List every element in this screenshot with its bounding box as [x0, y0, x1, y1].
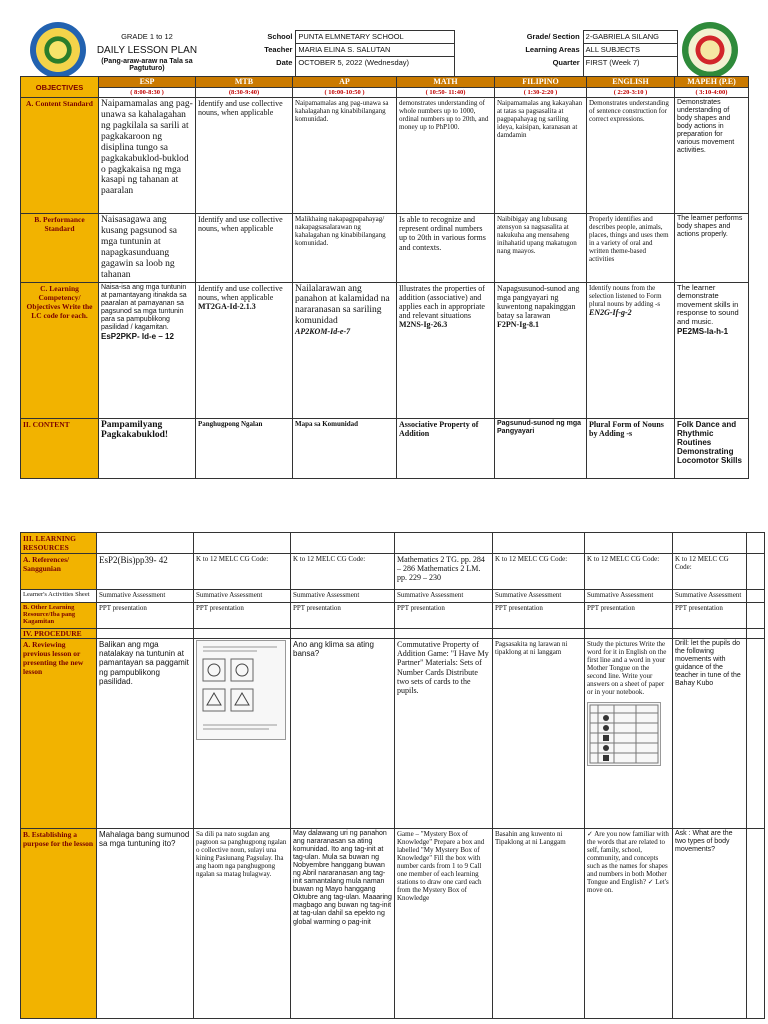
- cell-math: Mathematics 2 TG. pp. 284 – 286 Mathematics 2 LM. pp. 229 – 230: [395, 554, 493, 590]
- row-label-references: A. References/ Sanggunian: [21, 554, 97, 590]
- cell-filipino: Pagsunud-sunod ng mga Pangyayari: [495, 418, 587, 478]
- cell-english: K to 12 MELC CG Code:: [585, 554, 673, 590]
- school-value: PUNTA ELMNETARY SCHOOL: [296, 31, 455, 44]
- cell-mapeh: Folk Dance and Rhythmic Routines Demonstrating Locomotor Skills: [675, 418, 749, 478]
- cell-mtb: Sa dili pa nato sugdan ang pagtoon sa panghugpong ngalan o collective noun, sulayi una kining Pasiunang Pagsulay. Iha ang haom nga panghugpong ngalan sa matag hulagway.: [194, 829, 291, 1019]
- cell-ap: Malikhaing nakapagpapahayag/ nakapagsasalarawan ng kahalagahan ng kinabibilangang komunidad.: [293, 214, 397, 283]
- grade-section-value: 2-GABRIELA SILANG: [583, 31, 677, 44]
- cell-mtb: Summative Assessment: [194, 590, 291, 603]
- picture-word-table-icon: [588, 703, 660, 765]
- table-row: [21, 554, 765, 590]
- date-value: OCTOBER 5, 2022 (Wednesday): [296, 57, 455, 79]
- cell-math: Is able to recognize and represent ordinal numbers up to 20th in various forms and contexts.: [397, 214, 495, 283]
- table-row: [21, 590, 765, 603]
- competency-text: Illustrates the properties of addition (associative) and applies each in appropriate and relevant situations: [399, 283, 485, 321]
- cell-ap: [293, 282, 397, 418]
- row-label-procedure: IV. PROCEDURE: [21, 629, 97, 639]
- cell-filipino: PPT presentation: [493, 603, 585, 629]
- cell-esp: Mahalaga bang sumunod sa mga tuntuning ito?: [97, 829, 194, 1019]
- cell-esp: Summative Assessment: [97, 590, 194, 603]
- lc-code: M2NS-Ig-26.3: [399, 320, 448, 330]
- cell-ap: Naipamamalas ang pag-unawa sa kahalagahan ng kinabibilangang komunidad.: [293, 98, 397, 214]
- competency-text: Identify nouns from the selection listened to Form plural nouns by adding -s: [589, 283, 662, 308]
- cell-esp: PPT presentation: [97, 603, 194, 629]
- teacher-value: MARIA ELINA S. SALUTAN: [296, 44, 455, 57]
- learning-areas-value: ALL SUBJECTS: [583, 44, 677, 57]
- competency-text: The learner demonstrate movement skills in response to sound and music.: [677, 282, 739, 327]
- subject-mtb: MTB: [196, 77, 293, 88]
- procedure-table: [20, 532, 765, 1019]
- time-filipino: ( 1:30-2:20 ): [495, 88, 587, 98]
- cell-filipino: Naipamamalas ang kakayahan at tatas sa pagsasalita at pagpapahayag ng sariling ideya, kaisipan, karanasan at damdamin: [495, 98, 587, 214]
- cell-english: PPT presentation: [585, 603, 673, 629]
- header-table: [88, 30, 678, 79]
- cell-mtb: [194, 639, 291, 829]
- cell-english: Demonstrates understanding of sentence construction for correct expressions.: [587, 98, 675, 214]
- lc-code: MT2GA-Id-2.1.3: [198, 301, 256, 311]
- quarter-value: FIRST (Week 7): [583, 57, 677, 79]
- table-row: [21, 639, 765, 829]
- cell-mtb: Identify and use collective nouns, when applicable: [196, 98, 293, 214]
- cell-ap: Ano ang klima sa ating bansa?: [291, 639, 395, 829]
- lc-code: F2PN-Ig-8.1: [497, 320, 539, 330]
- cell-ap: PPT presentation: [291, 603, 395, 629]
- lc-code: EsP2PKP- Id-e – 12: [101, 331, 174, 341]
- cell-ap: K to 12 MELC CG Code:: [291, 554, 395, 590]
- table-row: [21, 418, 749, 478]
- lc-code: AP2KOM-Id-e-7: [295, 327, 351, 337]
- grade-range: GRADE 1 to 12: [121, 31, 173, 41]
- time-ap: ( 10:00-10:50 ): [293, 88, 397, 98]
- cell-esp: Balikan ang mga natalakay na tuntunin at pamantayan sa paggamit ng pampublikong pasilidad.: [97, 639, 194, 829]
- cell-math: demonstrates understanding of whole numbers up to 1000, ordinal numbers up to 20th, and money up to PhP100.: [397, 98, 495, 214]
- subject-esp: ESP: [99, 77, 196, 88]
- cell-mtb: Panghugpong Ngalan: [196, 418, 293, 478]
- time-esp: ( 8:00-8:30 ): [99, 88, 196, 98]
- worksheet-image: [196, 640, 286, 740]
- cell-english: Plural Form of Nouns by Adding -s: [587, 418, 675, 478]
- cell-mapeh: Drill: let the pupils do the following movements with guidance of the teacher in tune of the Bahay Kubo: [673, 639, 747, 829]
- cell-ap: Summative Assessment: [291, 590, 395, 603]
- date-label: Date: [276, 57, 293, 67]
- document-subtitle: (Pang-araw-araw na Tala sa Pagtuturo): [101, 57, 193, 72]
- objectives-table: [20, 76, 749, 479]
- row-label-learning-competency: C. Learning Competency/ Objectives Write the LC code for each.: [21, 282, 99, 418]
- cell-ap: May dalawang uri ng panahon ang nararanasan sa ating komunidad. Ito ang tag-init at tag-ulan. Mula sa buwan ng Nobyembre hanggang buwan ng Abril nararanasan ang tag-init samantalang mula naman buwan ng Mayo hanggang Oktubre ang tag-ulan. Maaaring magbago ang buwan ng tag-init at tag-ulan dahil sa epekto ng global warming o pag-init: [291, 829, 395, 1019]
- cell-mapeh: [675, 282, 749, 418]
- row-label-establishing: B. Establishing a purpose for the lesson: [21, 829, 97, 1019]
- dlp-page-2: [0, 530, 768, 1024]
- row-label-activities: Learner's Activities Sheet: [21, 590, 97, 603]
- competency-text: Naisa-isa ang mga tuntunin at pamantayang itinakda sa paaralan at pamayanan sa pagsunod sa mga tuntunin para sa pampublikong pasilidad / kagamitan.: [101, 283, 187, 331]
- subject-math: MATH: [397, 77, 495, 88]
- time-math: ( 10:50- 11:40): [397, 88, 495, 98]
- subject-filipino: FILIPINO: [495, 77, 587, 88]
- cell-english: Summative Assessment: [585, 590, 673, 603]
- cell-esp: [99, 282, 196, 418]
- cell-english: ✓ Are you now familiar with the words that are related to self, family, school, community, and concepts such as the names for shapes and numbers in both Mother Tongue and English? ✓ Let's move on.: [585, 829, 673, 1019]
- cell-filipino: Summative Assessment: [493, 590, 585, 603]
- row-label-performance-standard: B. Performance Standard: [21, 214, 99, 283]
- table-row: [21, 829, 765, 1019]
- table-row: [21, 603, 765, 629]
- subject-mapeh: MAPEH (P.E): [675, 77, 749, 88]
- quarter-label: Quarter: [552, 57, 580, 67]
- cell-mtb: K to 12 MELC CG Code:: [194, 554, 291, 590]
- time-mapeh: ( 3:10-4:00): [675, 88, 749, 98]
- document-title: DAILY LESSON PLAN: [96, 44, 198, 56]
- cell-esp: Pampamilyang Pagkakabuklod!: [99, 418, 196, 478]
- cell-filipino: Pagsasakita ng larawan ni tipaklong at ni langgam: [493, 639, 585, 829]
- row-label-learning-resources: III. LEARNING RESOURCES: [21, 533, 97, 554]
- cell-filipino: [495, 282, 587, 418]
- cell-math: [397, 282, 495, 418]
- cell-mapeh: Ask : What are the two types of body movements?: [673, 829, 747, 1019]
- cell-esp: EsP2(Bis)pp39- 42: [97, 554, 194, 590]
- table-row: [21, 282, 749, 418]
- cell-esp: Naipamamalas ang pag-unawa sa kahalagahan ng pagkilala sa sarili at pagkakaroon ng disiplina tungo sa pagkakabuklod-buklod o pagkakaisa ng mga kasapi ng tahanan at paaralan: [99, 98, 196, 214]
- row-label-reviewing: A. Reviewing previous lesson or presenting the new lesson: [21, 639, 97, 829]
- time-english: ( 2:20-3:10 ): [587, 88, 675, 98]
- subject-english: ENGLISH: [587, 77, 675, 88]
- cell-mapeh: PPT presentation: [673, 603, 747, 629]
- time-mtb: (8:30-9:40): [196, 88, 293, 98]
- table-row: [21, 98, 749, 214]
- reviewing-text: Study the pictures Write the word for it in English on the first line and a word in your Mother Tongue on the second line. Write your answers on a sheet of paper or in your notebook.: [587, 640, 667, 697]
- cell-english: Properly identifies and describes people, animals, places, things and uses them in a variety of oral and written theme-based activities: [587, 214, 675, 283]
- competency-text: Nailalarawan ang panahon at kalamidad na nararanasan sa sariling komunidad: [295, 283, 390, 327]
- worksheet-illustration-icon: [197, 641, 285, 739]
- cell-mapeh: Summative Assessment: [673, 590, 747, 603]
- table-row: [21, 214, 749, 283]
- cell-mapeh: Demonstrates understanding of body shapes and body actions in preparation for various movement activities.: [675, 98, 749, 214]
- teacher-label: Teacher: [264, 44, 293, 54]
- cell-ap: Mapa sa Komunidad: [293, 418, 397, 478]
- row-label-content-standard: A. Content Standard: [21, 98, 99, 214]
- cell-mtb: [196, 282, 293, 418]
- lc-code: EN2G-If-g-2: [589, 307, 632, 317]
- subject-ap: AP: [293, 77, 397, 88]
- row-label-other-resources: B. Other Learning Resource/Iba pang Kagamitan: [21, 603, 97, 629]
- cell-mapeh: The learner performs body shapes and actions properly.: [675, 214, 749, 283]
- cell-math: Associative Property of Addition: [397, 418, 495, 478]
- cell-esp: Naisasagawa ang kusang pagsunod sa mga tuntunin at napagkasunduang gagawin sa loob ng tahanan: [99, 214, 196, 283]
- word-table-image: [587, 702, 661, 766]
- competency-text: Napagsusunod-sunod ang mga pangyayari ng kuwentong napakinggan batay sa larawan: [497, 283, 580, 321]
- row-label-content: II. CONTENT: [21, 418, 99, 478]
- school-label: School: [267, 31, 293, 41]
- cell-filipino: K to 12 MELC CG Code:: [493, 554, 585, 590]
- cell-math: Game – "Mystery Box of Knowledge" Prepare a box and labelled "My Mystery Box of Knowledge" Fill the box with number cards from 1 to 9 Call one member of each learning stations to draw one card each from the Mystery Box of Knowledge: [395, 829, 493, 1019]
- grade-section-label: Grade/ Section: [526, 31, 580, 41]
- dlp-page-1: [0, 18, 768, 498]
- lc-code: PE2MS-Ia-h-1: [677, 326, 729, 336]
- school-seal-left-icon: [30, 22, 86, 78]
- cell-math: Commutative Property of Addition Game: "I Have My Partner" Materials: Sets of Number Cards Distribute two sets of cards to the pupils.: [395, 639, 493, 829]
- cell-mapeh: K to 12 MELC CG Code:: [673, 554, 747, 590]
- cell-filipino: Naibibigay ang lubusang atensyon sa nagsasalita at nakukuha ang mensaheng inihahatid upang makatugon nang maayos.: [495, 214, 587, 283]
- cell-math: PPT presentation: [395, 603, 493, 629]
- cell-math: Summative Assessment: [395, 590, 493, 603]
- cell-mtb: Identify and use collective nouns, when applicable: [196, 214, 293, 283]
- cell-mtb: PPT presentation: [194, 603, 291, 629]
- objectives-label: OBJECTIVES: [21, 77, 99, 98]
- learning-areas-label: Learning Areas: [525, 44, 580, 54]
- cell-english: [585, 639, 673, 829]
- cell-english: [587, 282, 675, 418]
- school-seal-right-icon: [682, 22, 738, 78]
- competency-text: Identify and use collective nouns, when applicable: [198, 283, 283, 302]
- cell-filipino: Basahin ang kuwento ni Tipaklong at ni Langgam: [493, 829, 585, 1019]
